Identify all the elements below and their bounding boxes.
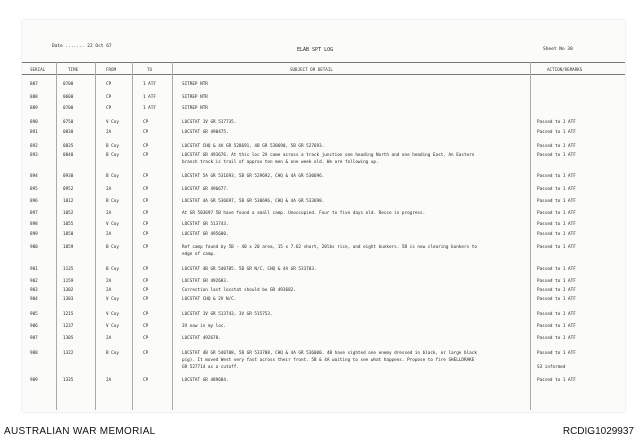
- row-serial: 904: [30, 297, 38, 302]
- column-header-to: TO: [147, 67, 153, 72]
- sheet-value: 30: [567, 47, 573, 52]
- row-action: Passed to 1 ATF: [537, 232, 576, 237]
- row-action: Passed to 1 ATF: [537, 324, 576, 329]
- row-subject: LOCSTAT GR 490475.: [182, 130, 229, 135]
- row-time: 1335: [63, 378, 74, 383]
- row-serial: 902: [30, 279, 38, 284]
- row-action: S3 informed: [537, 365, 566, 370]
- row-from: 2A: [106, 279, 112, 284]
- row-time: 1135: [63, 267, 74, 272]
- row-subject: SITREP NTR: [182, 106, 208, 111]
- row-serial: 907: [30, 336, 38, 341]
- row-subject: LOCSTAT GR 493676. At this loc 2A came across a track junction one heading North and one heading East. An Eastern: [182, 153, 475, 158]
- column-header-time: TIME: [68, 67, 79, 72]
- row-time: 1050: [63, 232, 74, 237]
- row-action: Passed to 1 ATF: [537, 130, 576, 135]
- row-to: CP: [143, 120, 149, 125]
- row-serial: 909: [30, 378, 38, 383]
- row-serial: 893: [30, 153, 38, 158]
- footer-credit: AUSTRALIAN WAR MEMORIAL: [4, 426, 156, 437]
- row-to: CP: [143, 312, 149, 317]
- row-from: 2A: [106, 232, 112, 237]
- row-action: Passed to 1 ATF: [537, 279, 576, 284]
- row-serial: 896: [30, 199, 38, 204]
- row-serial: 901: [30, 267, 38, 272]
- row-from: 2A: [106, 288, 112, 293]
- row-serial: 905: [30, 312, 38, 317]
- row-serial: 892: [30, 144, 38, 149]
- row-subject: LOCSTAT GR 492683.: [182, 279, 229, 284]
- row-from: V Coy: [106, 222, 119, 227]
- footer-record-id: RCDIG1029937: [562, 426, 634, 437]
- row-to: CP: [143, 245, 149, 250]
- row-time: 1215: [63, 312, 74, 317]
- row-action: Passed to 1 ATF: [537, 153, 576, 158]
- row-time: 1055: [63, 222, 74, 227]
- column-divider: [95, 62, 96, 410]
- row-time: 0952: [63, 187, 74, 192]
- row-subject-continued: branch track is trail of approx ten men & one week old. We are following up.: [182, 160, 379, 165]
- row-serial: 908: [30, 351, 38, 356]
- row-action: Passed to 1 ATF: [537, 144, 576, 149]
- row-time: 1012: [63, 199, 74, 204]
- row-from: CP: [106, 82, 112, 87]
- row-subject: LOCSTAT GR 495600.: [182, 232, 229, 237]
- row-action: Passed to 1 ATF: [537, 336, 576, 341]
- date-field: Date ....... 22 Oct 67: [52, 44, 112, 49]
- row-to: CP: [143, 187, 149, 192]
- row-to: CP: [143, 324, 149, 329]
- row-action: Passed to 1 ATF: [537, 378, 576, 383]
- row-subject: LOCSTAT GR 513743.: [182, 222, 229, 227]
- row-to: CP: [143, 174, 149, 179]
- row-subject: LOCSTAT GR 489684.: [182, 378, 229, 383]
- row-from: B Coy: [106, 174, 119, 179]
- sheet-label: Sheet No: [543, 47, 565, 52]
- row-to: 1 ATF: [143, 106, 156, 111]
- row-from: V Coy: [106, 312, 119, 317]
- row-serial: 900: [30, 245, 38, 250]
- column-divider: [132, 62, 133, 410]
- row-serial: 890: [30, 120, 38, 125]
- row-subject: LOCSTAT CHQ & 2V N/C.: [182, 297, 237, 302]
- row-to: CP: [143, 232, 149, 237]
- row-time: 1302: [63, 288, 74, 293]
- row-serial: 899: [30, 232, 38, 237]
- row-subject: SITREP NTR: [182, 95, 208, 100]
- column-header-serial: SERIAL: [30, 67, 46, 72]
- row-from: 2A: [106, 130, 112, 135]
- row-subject: 3V now in my loc.: [182, 324, 226, 329]
- row-from: 2A: [106, 211, 112, 216]
- row-subject: LOCSTAT 492678.: [182, 336, 221, 341]
- row-to: CP: [143, 288, 149, 293]
- column-header-from: FROM: [106, 67, 117, 72]
- row-from: 2A: [106, 187, 112, 192]
- row-to: CP: [143, 351, 149, 356]
- row-time: 0930: [63, 174, 74, 179]
- row-subject: Correction last locstat should be GR 493682.: [182, 288, 296, 293]
- column-divider: [172, 62, 173, 410]
- row-serial: 888: [30, 95, 38, 100]
- row-time: 1322: [63, 351, 74, 356]
- column-header-subject: SUBJECT OR DETAIL: [290, 67, 333, 72]
- row-serial: 887: [30, 82, 38, 87]
- row-time: 0830: [63, 130, 74, 135]
- row-time: 0700: [63, 82, 74, 87]
- row-time: 0840: [63, 153, 74, 158]
- row-from: B Coy: [106, 199, 119, 204]
- row-to: CP: [143, 130, 149, 135]
- row-to: CP: [143, 144, 149, 149]
- row-time: 1305: [63, 336, 74, 341]
- column-divider: [530, 62, 531, 410]
- row-action: Passed to 1 ATF: [537, 351, 576, 356]
- row-to: CP: [143, 222, 149, 227]
- row-from: V Coy: [106, 297, 119, 302]
- header-rule-bottom: [22, 74, 625, 75]
- row-to: CP: [143, 336, 149, 341]
- row-from: B Coy: [106, 153, 119, 158]
- row-time: 0600: [63, 95, 74, 100]
- row-from: B Coy: [106, 144, 119, 149]
- row-subject: LOCSTAT 4A GR 536697, 5B GR 530696, CHQ & 4A GR 533698.: [182, 199, 325, 204]
- row-subject: LOCSTAT 4B GR 540708, 5B GR 533708, CHQ & 4A GR 536000. 4B have sighted one enemy dressed in black, or large black: [182, 351, 477, 356]
- row-subject: LOCSTAT GR 496677.: [182, 187, 229, 192]
- row-subject: LOCSTAT CHQ & 4A GR 528691, 4B GR 530690, 5B GR 527693.: [182, 144, 325, 149]
- row-action: Passed to 1 ATF: [537, 174, 576, 179]
- row-from: CP: [106, 95, 112, 100]
- row-subject-continued: pig). It moved West very fast across their front. 5B & 4A waiting to see what happens. Propose to fire SHELLDRAKE: [182, 358, 475, 363]
- row-from: V Coy: [106, 120, 119, 125]
- row-from: B Coy: [106, 245, 119, 250]
- row-subject: Ref camp found by 5B - 40 x 20 area, 15 x 7.62 short, 20lbs rice, and eight bunkers. 5B is now clearing bunkers to: [182, 245, 477, 250]
- log-title: ELAB SPT LOG: [297, 47, 334, 53]
- row-serial: 889: [30, 106, 38, 111]
- row-action: Passed to 1 ATF: [537, 312, 576, 317]
- row-action: Passed to 1 ATF: [537, 245, 576, 250]
- row-to: CP: [143, 297, 149, 302]
- row-subject: At GR 503697 5B have found a small camp. Unoccupied. Four to five days old. Recce in progress.: [182, 211, 426, 216]
- row-serial: 903: [30, 288, 38, 293]
- row-time: 1052: [63, 211, 74, 216]
- row-action: Passed to 1 ATF: [537, 187, 576, 192]
- row-serial: 898: [30, 222, 38, 227]
- row-action: Passed to 1 ATF: [537, 267, 576, 272]
- row-time: 1159: [63, 279, 74, 284]
- row-from: 2A: [106, 336, 112, 341]
- row-time: 0835: [63, 144, 74, 149]
- row-from: B Coy: [106, 267, 119, 272]
- row-serial: 895: [30, 187, 38, 192]
- row-action: Passed to 1 ATF: [537, 211, 576, 216]
- row-time: 1303: [63, 297, 74, 302]
- row-serial: 906: [30, 324, 38, 329]
- row-subject-continued: edge of camp.: [182, 252, 216, 257]
- row-action: Passed to 1 ATF: [537, 120, 576, 125]
- row-serial: 891: [30, 130, 38, 135]
- sheet-number: [543, 47, 573, 52]
- row-from: B Coy: [106, 351, 119, 356]
- row-to: CP: [143, 153, 149, 158]
- row-time: 1059: [63, 245, 74, 250]
- row-time: 0750: [63, 120, 74, 125]
- row-from: V Coy: [106, 324, 119, 329]
- row-from: 2A: [106, 378, 112, 383]
- column-header-action: ACTION/REMARKS: [547, 67, 583, 72]
- row-time: 0700: [63, 106, 74, 111]
- row-to: CP: [143, 267, 149, 272]
- row-to: CP: [143, 211, 149, 216]
- row-serial: 897: [30, 211, 38, 216]
- row-action: Passed to 1 ATF: [537, 222, 576, 227]
- row-subject: SITREP NTR: [182, 82, 208, 87]
- row-action: Passed to 1 ATF: [537, 199, 576, 204]
- row-time: 1237: [63, 324, 74, 329]
- row-subject: LOCSTAT 4B GR 540705. 5B GR N/C. CHQ & 4A GR 533703.: [182, 267, 317, 272]
- row-to: CP: [143, 378, 149, 383]
- row-subject: GR 527714 as a cutoff.: [182, 365, 239, 370]
- row-subject: LOCSTAT 1V GR 513743, 3V GR 515753.: [182, 312, 273, 317]
- row-to: CP: [143, 199, 149, 204]
- header-rule-top: [22, 62, 625, 63]
- date-label: Date: [52, 44, 63, 49]
- row-action: Passed to 1 ATF: [537, 297, 576, 302]
- row-action: Passed to 1 ATF: [537, 288, 576, 293]
- row-serial: 894: [30, 174, 38, 179]
- row-subject: LOCSTAT 5A GR 531693, 5B GR 529692, CHQ & 4A GR 530696.: [182, 174, 325, 179]
- row-to: 1 ATF: [143, 95, 156, 100]
- row-subject: LOCSTAT 1V GR 517735.: [182, 120, 237, 125]
- row-to: 1 ATF: [143, 82, 156, 87]
- row-to: CP: [143, 279, 149, 284]
- column-divider: [56, 62, 57, 410]
- date-value: 22 Oct 67: [87, 44, 112, 49]
- row-from: CP: [106, 106, 112, 111]
